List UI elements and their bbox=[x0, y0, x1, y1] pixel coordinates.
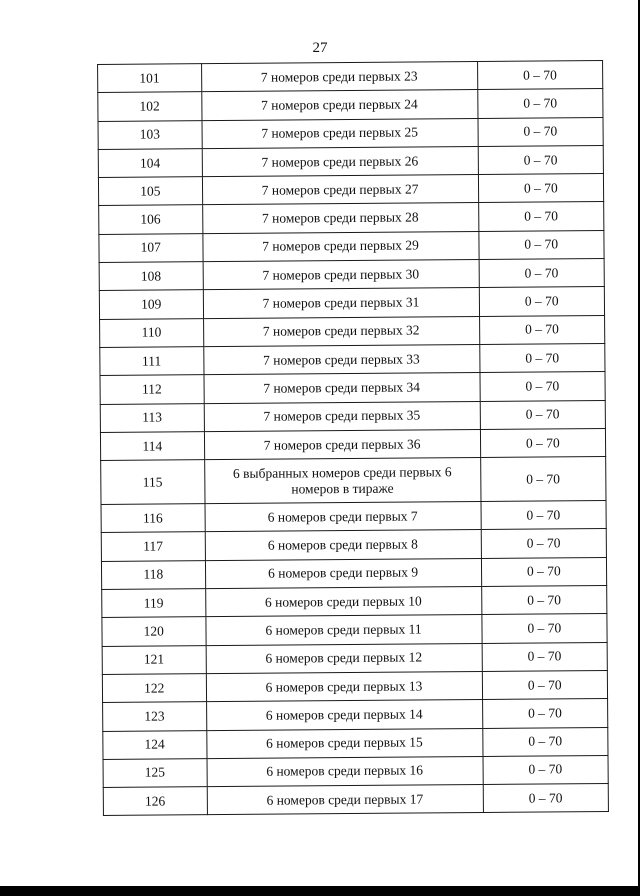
row-description-cell: 7 номеров среди первых 32 bbox=[203, 316, 479, 346]
row-description-cell: 6 номеров среди первых 14 bbox=[206, 700, 482, 730]
row-description-cell: 7 номеров среди первых 34 bbox=[203, 373, 479, 403]
table-row bbox=[99, 230, 604, 262]
table-row bbox=[103, 699, 608, 731]
table-row bbox=[103, 784, 608, 816]
row-number-cell: 106 bbox=[99, 205, 203, 234]
row-range-cell: 0 – 70 bbox=[481, 614, 607, 643]
table-row bbox=[101, 529, 606, 561]
row-number-cell: 105 bbox=[98, 177, 202, 206]
table-row bbox=[101, 557, 606, 589]
table-row bbox=[100, 400, 605, 432]
row-description-cell: 6 номеров среди первых 8 bbox=[205, 530, 481, 560]
table-row bbox=[98, 145, 603, 177]
row-description-cell: 7 номеров среди первых 30 bbox=[203, 260, 479, 290]
table-row bbox=[102, 642, 607, 674]
row-number-cell: 121 bbox=[102, 645, 206, 674]
row-range-cell: 0 – 70 bbox=[481, 557, 607, 586]
table-row bbox=[101, 457, 606, 505]
table-row bbox=[103, 755, 608, 787]
row-number-cell: 107 bbox=[99, 233, 203, 262]
row-number-cell: 112 bbox=[100, 375, 204, 404]
row-description-cell: 6 выбранных номеров среди первых 6 номеров в тираже bbox=[204, 458, 480, 504]
row-number-cell: 117 bbox=[101, 532, 205, 561]
table-row bbox=[98, 174, 603, 206]
table-row bbox=[98, 117, 603, 149]
row-description-cell: 7 номеров среди первых 23 bbox=[201, 62, 477, 92]
row-description-cell: 7 номеров среди первых 27 bbox=[202, 175, 478, 205]
row-number-cell: 113 bbox=[100, 403, 204, 432]
row-description-cell: 6 номеров среди первых 9 bbox=[205, 558, 481, 588]
row-description-cell: 7 номеров среди первых 33 bbox=[203, 344, 479, 374]
table-row bbox=[99, 202, 604, 234]
table-row bbox=[102, 614, 607, 646]
row-number-cell: 122 bbox=[102, 674, 206, 703]
row-description-cell: 7 номеров среди первых 29 bbox=[202, 231, 478, 261]
scan-edge-bottom bbox=[0, 886, 640, 896]
row-range-cell: 0 – 70 bbox=[482, 699, 608, 728]
row-description-cell: 7 номеров среди первых 35 bbox=[204, 401, 480, 431]
row-description-cell: 6 номеров среди первых 13 bbox=[206, 671, 482, 701]
row-range-cell: 0 – 70 bbox=[479, 343, 605, 372]
row-range-cell: 0 – 70 bbox=[480, 372, 606, 401]
row-description-cell: 6 номеров среди первых 17 bbox=[207, 785, 483, 815]
row-description-cell: 7 номеров среди первых 28 bbox=[202, 203, 478, 233]
row-range-cell: 0 – 70 bbox=[482, 727, 608, 756]
row-number-cell: 108 bbox=[99, 262, 203, 291]
row-number-cell: 124 bbox=[103, 730, 207, 759]
row-description-cell: 6 номеров среди первых 15 bbox=[206, 728, 482, 758]
row-number-cell: 126 bbox=[103, 787, 207, 816]
row-description-cell: 6 номеров среди первых 7 bbox=[205, 502, 481, 532]
table-row bbox=[99, 259, 604, 291]
row-range-cell: 0 – 70 bbox=[482, 642, 608, 671]
row-number-cell: 125 bbox=[103, 758, 207, 787]
row-range-cell: 0 – 70 bbox=[480, 428, 606, 457]
row-description-cell: 6 номеров среди первых 16 bbox=[207, 756, 483, 786]
table-row bbox=[100, 428, 605, 460]
table-row bbox=[101, 501, 606, 533]
table-body bbox=[98, 61, 609, 816]
table-row bbox=[100, 343, 605, 375]
row-description-cell: 7 номеров среди первых 24 bbox=[201, 90, 477, 120]
row-number-cell: 119 bbox=[102, 589, 206, 618]
row-range-cell: 0 – 70 bbox=[483, 784, 609, 813]
row-range-cell: 0 – 70 bbox=[481, 586, 607, 615]
row-description-cell: 7 номеров среди первых 25 bbox=[201, 118, 477, 148]
row-description-cell: 7 номеров среди первых 26 bbox=[202, 146, 478, 176]
table-row bbox=[100, 372, 605, 404]
row-number-cell: 115 bbox=[101, 460, 205, 505]
row-range-cell: 0 – 70 bbox=[477, 61, 603, 90]
row-range-cell: 0 – 70 bbox=[479, 315, 605, 344]
row-range-cell: 0 – 70 bbox=[479, 287, 605, 316]
row-range-cell: 0 – 70 bbox=[480, 400, 606, 429]
row-number-cell: 111 bbox=[100, 347, 204, 376]
row-range-cell: 0 – 70 bbox=[477, 89, 603, 118]
row-range-cell: 0 – 70 bbox=[481, 501, 607, 530]
table-row bbox=[98, 61, 603, 93]
row-number-cell: 103 bbox=[98, 120, 202, 149]
row-number-cell: 110 bbox=[100, 318, 204, 347]
table-row bbox=[98, 89, 603, 121]
row-description-cell: 6 номеров среди первых 12 bbox=[206, 643, 482, 673]
row-number-cell: 109 bbox=[99, 290, 203, 319]
row-number-cell: 101 bbox=[98, 64, 202, 93]
table-row bbox=[99, 287, 604, 319]
row-range-cell: 0 – 70 bbox=[478, 202, 604, 231]
row-number-cell: 118 bbox=[101, 560, 205, 589]
row-range-cell: 0 – 70 bbox=[481, 529, 607, 558]
table-row bbox=[102, 586, 607, 618]
row-range-cell: 0 – 70 bbox=[478, 174, 604, 203]
rules-table bbox=[97, 60, 609, 816]
row-description-cell: 7 номеров среди первых 31 bbox=[203, 288, 479, 318]
row-number-cell: 104 bbox=[98, 149, 202, 178]
row-number-cell: 120 bbox=[102, 617, 206, 646]
row-description-cell: 6 номеров среди первых 11 bbox=[205, 615, 481, 645]
row-description-cell: 6 номеров среди первых 10 bbox=[205, 587, 481, 617]
row-number-cell: 102 bbox=[98, 92, 202, 121]
row-number-cell: 123 bbox=[103, 702, 207, 731]
row-range-cell: 0 – 70 bbox=[480, 457, 606, 502]
row-number-cell: 114 bbox=[100, 432, 204, 461]
table-row bbox=[103, 727, 608, 759]
row-range-cell: 0 – 70 bbox=[478, 230, 604, 259]
row-number-cell: 116 bbox=[101, 504, 205, 533]
table-row bbox=[102, 670, 607, 702]
row-range-cell: 0 – 70 bbox=[479, 259, 605, 288]
row-range-cell: 0 – 70 bbox=[478, 145, 604, 174]
row-range-cell: 0 – 70 bbox=[478, 117, 604, 146]
table-row bbox=[100, 315, 605, 347]
row-range-cell: 0 – 70 bbox=[482, 670, 608, 699]
row-range-cell: 0 – 70 bbox=[483, 755, 609, 784]
row-description-cell: 7 номеров среди первых 36 bbox=[204, 429, 480, 459]
page-number: 27 bbox=[312, 40, 328, 56]
